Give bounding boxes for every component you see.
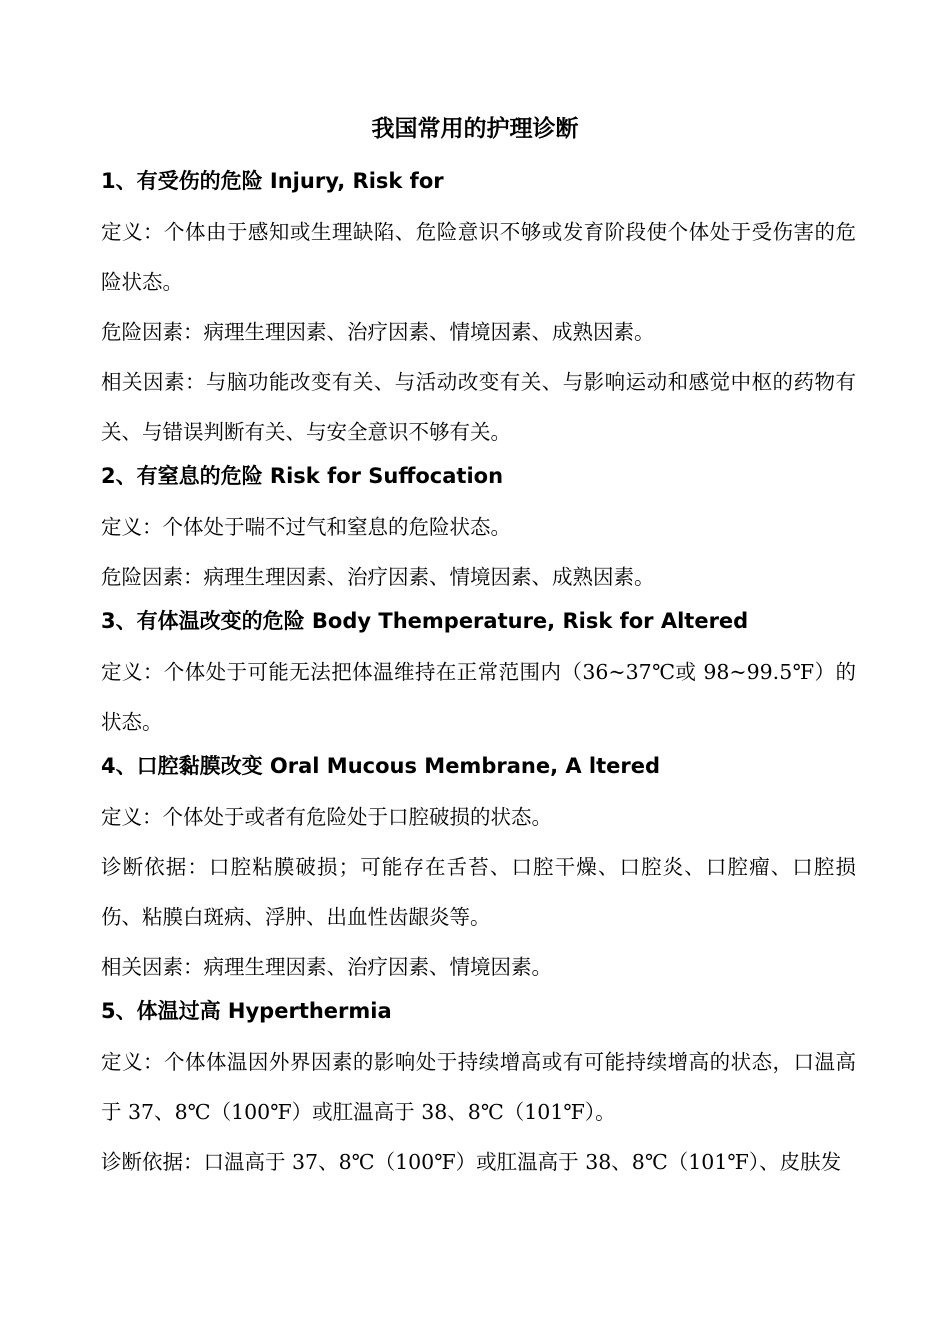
paragraph-label: 诊断依据： [101,855,210,879]
document-title: 我国常用的护理诊断 [371,116,579,142]
document-body [101,162,856,1187]
paragraph-text: 个体由于感知或生理缺陷、危险意识不够或发育阶段使个体处于受伤害的危险状态。 [101,220,857,294]
paragraph-text: 个体处于或者有危险处于口腔破损的状态。 [162,805,552,829]
related-factors-paragraph [101,357,856,457]
paragraph-text: 个体处于可能无法把体温维持在正常范围内（36~37℃或 98~99.5℉）的状态。 [101,660,856,734]
definition-paragraph [101,207,856,307]
definition-paragraph [101,647,856,747]
paragraph-label: 危险因素： [101,565,204,589]
paragraph-text: 病理生理因素、治疗因素、情境因素。 [203,955,552,979]
paragraph-label: 定义： [101,1050,164,1074]
paragraph-label: 危险因素： [101,320,204,344]
section-oral-mucous-membrane [101,747,856,992]
paragraph-text: 个体处于喘不过气和窒息的危险状态。 [162,515,511,539]
risk-factors-paragraph [101,307,856,357]
definition-paragraph [101,1037,856,1137]
paragraph-text: 口温高于 37、8℃（100℉）或肛温高于 38、8℃（101℉）、皮肤发 [203,1150,842,1174]
paragraph-text: 口腔粘膜破损；可能存在舌苔、口腔干燥、口腔炎、口腔瘤、口腔损伤、粘膜白斑病、浮肿、出血性齿龈炎等。 [101,855,856,929]
section-heading: 5、体温过高 Hyperthermia [101,999,392,1023]
paragraph-text: 病理生理因素、治疗因素、情境因素、成熟因素。 [203,320,655,344]
definition-paragraph [101,502,856,552]
paragraph-text: 与脑功能改变有关、与活动改变有关、与影响运动和感觉中枢的药物有关、与错误判断有关、与安全意识不够有关。 [101,370,857,444]
diagnostic-basis-paragraph [101,842,856,942]
section-heading: 3、有体温改变的危险 Body Themperature, Risk for Altered [101,609,749,633]
paragraph-label: 相关因素： [101,955,204,979]
section-heading: 4、口腔黏膜改变 Oral Mucous Membrane, A ltered [101,754,661,778]
paragraph-label: 定义： [101,805,163,829]
section-heading: 2、有窒息的危险 Risk for Suffocation [101,464,504,488]
paragraph-label: 相关因素： [101,370,206,394]
diagnostic-basis-paragraph [101,1137,856,1187]
section-heading: 1、有受伤的危险 Injury, Risk for [101,169,444,193]
paragraph-text: 个体体温因外界因素的影响处于持续增高或有可能持续增高的状态，口温高于 37、8℃（100℉）或肛温高于 38、8℃（101℉）。 [101,1050,857,1124]
related-factors-paragraph [101,942,856,992]
section-body-temperature-risk [101,602,856,747]
paragraph-label: 定义： [101,515,163,539]
section-injury-risk [101,162,856,457]
paragraph-label: 诊断依据： [101,1150,204,1174]
section-hyperthermia [101,992,856,1187]
section-suffocation-risk [101,457,856,602]
paragraph-label: 定义： [101,220,164,244]
risk-factors-paragraph [101,552,856,602]
definition-paragraph [101,792,856,842]
paragraph-text: 病理生理因素、治疗因素、情境因素、成熟因素。 [203,565,655,589]
paragraph-label: 定义： [101,660,164,684]
